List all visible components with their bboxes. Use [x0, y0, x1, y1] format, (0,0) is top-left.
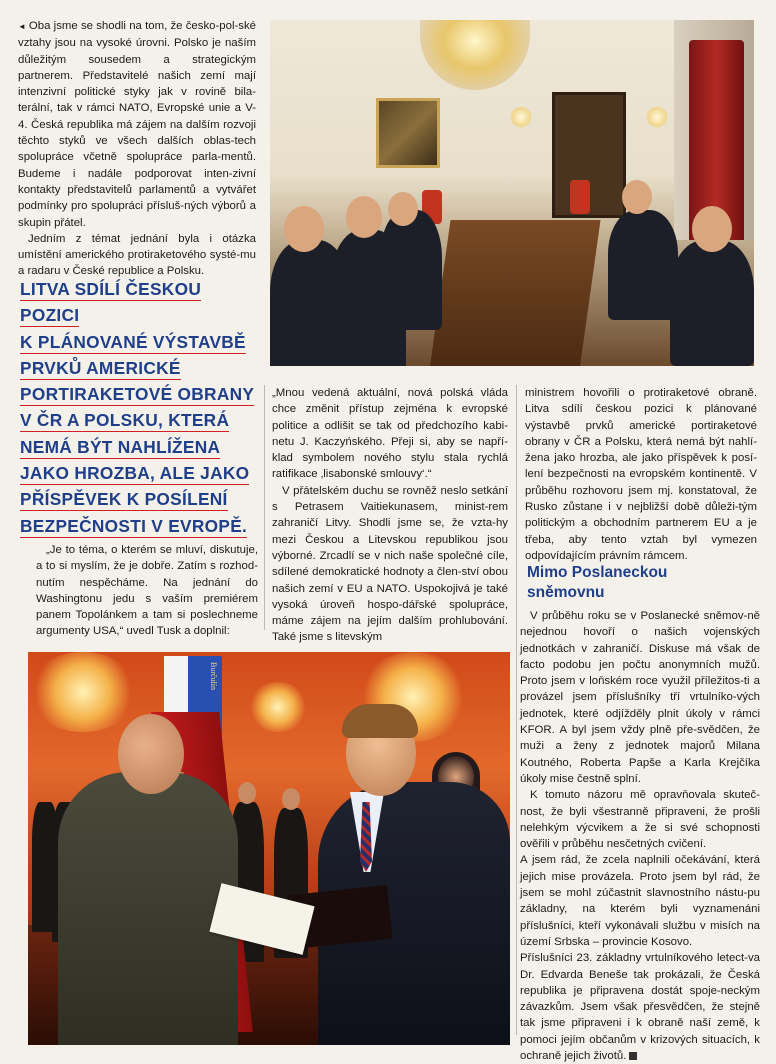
pull-quote-line — [20, 434, 256, 460]
pull-quote-line-text: BEZPEČNOSTI V EVROPĚ. — [20, 515, 248, 536]
pull-quote-line — [20, 513, 256, 539]
paragraph: V průběhu roku se v Poslanecké sněmov-ně nejednou hovoří o našich vojenských jednotkách v zahraničí. Diskuse má však de facto podobu jen počtu anonymních mužů. Proto jsem v loňském roce využil příležitos-ti a provázel jsem příslušníky tří vrtulníko-vých jednotek, které odjížděly plnit úkoly v rámci KFOR. A byl jsem vždy plně pře-svědčen, že muži a ženy z jednotek majorů Milana Koutného, Roberta Papše a Karla Krejčíka úkoly mise čestně splní. — [520, 610, 760, 785]
column-divider — [264, 385, 265, 630]
paragraph: A jsem rád, že zcela naplnili očekávání, která jejich mise provázela. Proto jsem byl rád, že jsem se mohl zúčastnit slavnostního nástu-pu základny, na kterém byli vyznamenáni příslušníci, kteří vykonávali službu v misích na území Srbska – provincie Kosovo. — [520, 854, 760, 948]
pull-quote-line — [20, 407, 256, 433]
end-mark-icon — [629, 1052, 637, 1060]
meeting-photo — [270, 20, 754, 366]
pull-quote-line — [20, 486, 256, 512]
chair — [570, 180, 590, 214]
article-column-right-bottom — [520, 608, 760, 1064]
article-column-left-top — [18, 18, 256, 280]
paragraph-text: Oba jsme se shodli na tom, že česko-pol-ské vztahy jsou na vysoké úrovni. Polsko je naším důležitým sousedem a strategickým partnerem. Představitelé našich zemí mají intenzivní politické styky jak v rovině bila-terální, tak v rámci NATO, Evropské unie a V-4. Česká republika má zájem na dalším rozvoji těchto styků ve všech dalších oblas-tech spolupráce včetně spolupráce parla-mentů. Budeme i nadále podporovat inten-zivní kontakty představitelů parlamentů a vytvářet podmínky pro spolupráci přísluš-ných výborů a skupin přátel. — [18, 20, 256, 229]
pull-quote-line — [20, 381, 256, 407]
pull-quote-line-text: PRVKŮ AMERICKÉ — [20, 357, 181, 378]
pull-quote-line-text: LITVA SDÍLÍ ČESKOU POZICI — [20, 279, 202, 326]
pull-quote-line — [20, 355, 256, 381]
sconce-icon — [646, 106, 668, 128]
paragraph — [520, 950, 760, 1064]
pull-quote-line-text: V ČR A POLSKU, KTERÁ — [20, 410, 230, 431]
chandelier-icon — [420, 20, 530, 90]
section-heading — [527, 563, 759, 603]
pull-quote-line — [20, 329, 256, 355]
article-column-left-bottom — [36, 542, 258, 640]
sconce-icon — [510, 106, 532, 128]
minister-hair — [342, 704, 418, 738]
pull-quote-line-text: PORTIRAKETOVÉ OBRANY — [20, 384, 255, 405]
wall-painting — [376, 98, 440, 168]
continuation-marker-icon: ◄ — [18, 22, 26, 31]
officer-body — [58, 772, 238, 1045]
article-column-middle — [272, 385, 508, 646]
award-ceremony-photo — [28, 652, 510, 1045]
column-divider — [516, 385, 517, 1035]
pull-quote-line — [20, 460, 256, 486]
paragraph: „Mnou vedená aktuální, nová polská vláda chce změnit přístup zejména k evropské politice a odlišit se tak od předchozího kabi-netu J. Kaczyńského. Přeji si, aby se napří-klad symbolem nového stylu stala rychlá ratifikace ‚lisabonské smlouvy‘.“ — [272, 387, 508, 481]
pull-quote-line-text: PŘÍSPĚVEK K POSÍLENÍ — [20, 489, 228, 510]
delegate-head — [284, 206, 324, 252]
delegate-head — [346, 196, 382, 238]
delegate-head — [622, 180, 652, 214]
delegate — [670, 240, 754, 366]
section-heading-line: Mimo Poslaneckou — [527, 564, 668, 581]
section-heading-line: sněmovnu — [527, 584, 605, 601]
paragraph: Jedním z témat jednání byla i otázka umístění amerického protiraketového systé-mu a radaru v České republice a Polsku. — [18, 232, 256, 278]
delegate — [608, 210, 678, 320]
delegate-head — [692, 206, 732, 252]
officer-head — [118, 714, 184, 794]
paragraph — [18, 18, 256, 231]
flag-inscription: Burčulín — [209, 662, 218, 690]
delegate — [380, 210, 442, 330]
paragraph: V přátelském duchu se rovněž neslo setkání s Petrasem Vaitiekunasem, minist-rem zahraničí Litvy. Shodli jsme se, že vzta-hy mezi Českou a Litevskou republikou jsou výborné. Zrcadlí se v nich naše společné cíle, sdílené demokratické hodnoty a člen-ství obou našich zemí v EU a NATO. Uspokojivá je také vysoká úroveň hospo-dářské spolupráce, máme zájem na jejím dalším prohlubování. Také jsme s litevským — [272, 484, 508, 644]
article-column-right-top — [525, 385, 757, 564]
pull-quote-line-text: K PLÁNOVANÉ VÝSTAVBĚ — [20, 331, 246, 352]
pull-quote-line-text: JAKO HROZBA, ALE JAKO — [20, 463, 250, 484]
paragraph-text: Příslušníci 23. základny vrtulníkového letect-va Dr. Edvarda Beneše tak prokázali, že Česká republika je připravena dostát spoje-neckým závazkům. Jsem však přesvědčen, že stejně tak jsme připraveni i k obraně naší země, k pomoci jejím občanům v krizových situacích, k ochraně jejich životů. — [520, 952, 760, 1063]
chandelier-icon — [28, 652, 138, 732]
delegate-head — [388, 192, 418, 226]
light-glow — [248, 682, 308, 732]
paragraph: ministrem hovořili o protiraketové obraně. Litva sdílí českou pozici k plánované výstavbě prvků americké portiraketové obrany v ČR a Polsku, která nemá být nahlí-žena jako hrozba, ale jako příspěvek k posí-lení bezpečnosti na evropském kontinentě. V průběhu rozhovoru jsem mj. konstatoval, že Rusko zůstane i v nejbližší době důleži-tým politickým a obchodním partnerem EU a je třeba, aby tento vztah byl vymezen odpovídajícím právním rámcem. — [525, 387, 757, 562]
paragraph: K tomuto názoru mě opravňovala skuteč-nost, že byli všestranně připraveni, že prošli nelehkým výcvikem a že si své schopnosti ověřili v průběhu nesčetných cvičení. — [520, 789, 760, 851]
paragraph: „Je to téma, o kterém se mluví, diskutuje, a to si myslím, že je dobře. Zatím s rozhod-nutím nespěcháme. Na jednání do Washingtonu jedu s vaším premiérem panem Topolánkem a tam si poslechneme argumenty USA,“ uvedl Tusk a doplnil: — [36, 544, 258, 638]
conference-table — [429, 220, 600, 366]
background-person-head — [238, 782, 256, 804]
pull-quote-line-text: NEMÁ BÝT NAHLÍŽENA — [20, 436, 221, 457]
background-person-head — [282, 788, 300, 810]
pull-quote-line — [20, 276, 256, 329]
pull-quote — [20, 276, 256, 539]
